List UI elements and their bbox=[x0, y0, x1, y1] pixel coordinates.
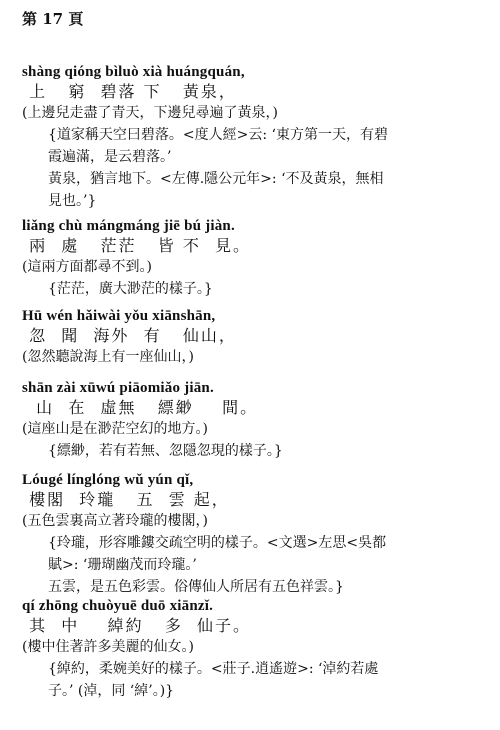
poem-stanza bbox=[22, 378, 492, 462]
page-number: 第 17 頁 bbox=[22, 10, 84, 28]
chinese-verse-line: 山 在 虛無 縹緲 間。 bbox=[22, 398, 259, 417]
translation-line: (上邊兒走盡了青天，下邊兒尋遍了黃泉，) bbox=[22, 105, 278, 121]
poem-stanza bbox=[22, 306, 492, 368]
pinyin-line: liǎng chù mángmáng jiē bú jiàn. bbox=[22, 218, 235, 234]
pinyin-line: Hū wén hǎiwài yǒu xiānshān, bbox=[22, 308, 216, 324]
poem-stanza bbox=[22, 470, 492, 598]
pinyin-line: Lóugé línglóng wǔ yún qǐ, bbox=[22, 472, 194, 488]
annotation-line: 賦>: ‘珊瑚幽茂而玲瓏。’ bbox=[48, 557, 197, 573]
translation-line: (這座山是在渺茫空幻的地方。) bbox=[22, 421, 208, 437]
chinese-verse-line: 兩 處 茫茫 皆 不 見。 bbox=[22, 236, 252, 255]
annotation-line: {道家稱天空曰碧落。<度人經>云: ‘東方第一天，有碧 bbox=[48, 127, 388, 143]
translation-line: (五色雲裏高立著玲瓏的樓閣，) bbox=[22, 513, 208, 529]
translation-line: (忽然聽說海上有一座仙山，) bbox=[22, 349, 194, 365]
annotation-line: 見也。’} bbox=[48, 193, 97, 209]
chinese-verse-line: 忽 聞 海外 有 仙山， bbox=[22, 326, 237, 345]
annotation-line: 五雲，是五色彩雲。俗傳仙人所居有五色祥雲。} bbox=[48, 579, 344, 595]
annotation-line: {綽約，柔婉美好的樣子。<莊子.逍遙遊>: ‘淖約若處 bbox=[48, 661, 379, 677]
chinese-verse-line: 其 中 綽約 多 仙子。 bbox=[22, 616, 252, 635]
poem-stanza bbox=[22, 216, 492, 300]
annotation-line: {茫茫，廣大渺茫的樣子。} bbox=[48, 281, 213, 297]
translation-line: (樓中住著許多美麗的仙女。) bbox=[22, 639, 194, 655]
poem-stanza bbox=[22, 62, 492, 212]
annotation-line: {縹緲，若有若無、忽隱忽現的樣子。} bbox=[48, 443, 283, 459]
annotation-line: {玲瓏，形容雕鏤交疏空明的樣子。<文選>左思<吳都 bbox=[48, 535, 387, 551]
poem-stanza bbox=[22, 596, 492, 702]
translation-line: (這兩方面都尋不到。) bbox=[22, 259, 152, 275]
chinese-verse-line: 上 窮 碧落 下 黃泉， bbox=[22, 82, 237, 101]
pinyin-line: shān zài xūwú piāomiǎo jiān. bbox=[22, 380, 214, 396]
annotation-line: 黃泉，猶言地下。<左傳.隱公元年>: ‘不及黃泉，無相 bbox=[48, 171, 384, 187]
chinese-verse-line: 樓閣 玲瓏 五 雲 起， bbox=[22, 490, 230, 509]
annotation-line: 霞遍滿，是云碧落。’ bbox=[48, 149, 172, 165]
pinyin-line: qí zhōng chuòyuē duō xiānzǐ. bbox=[22, 598, 214, 614]
pinyin-line: shàng qióng bìluò xià huángquán, bbox=[22, 64, 245, 80]
annotation-line: 子。’ (淖，同 ‘綽’。)} bbox=[48, 683, 175, 699]
